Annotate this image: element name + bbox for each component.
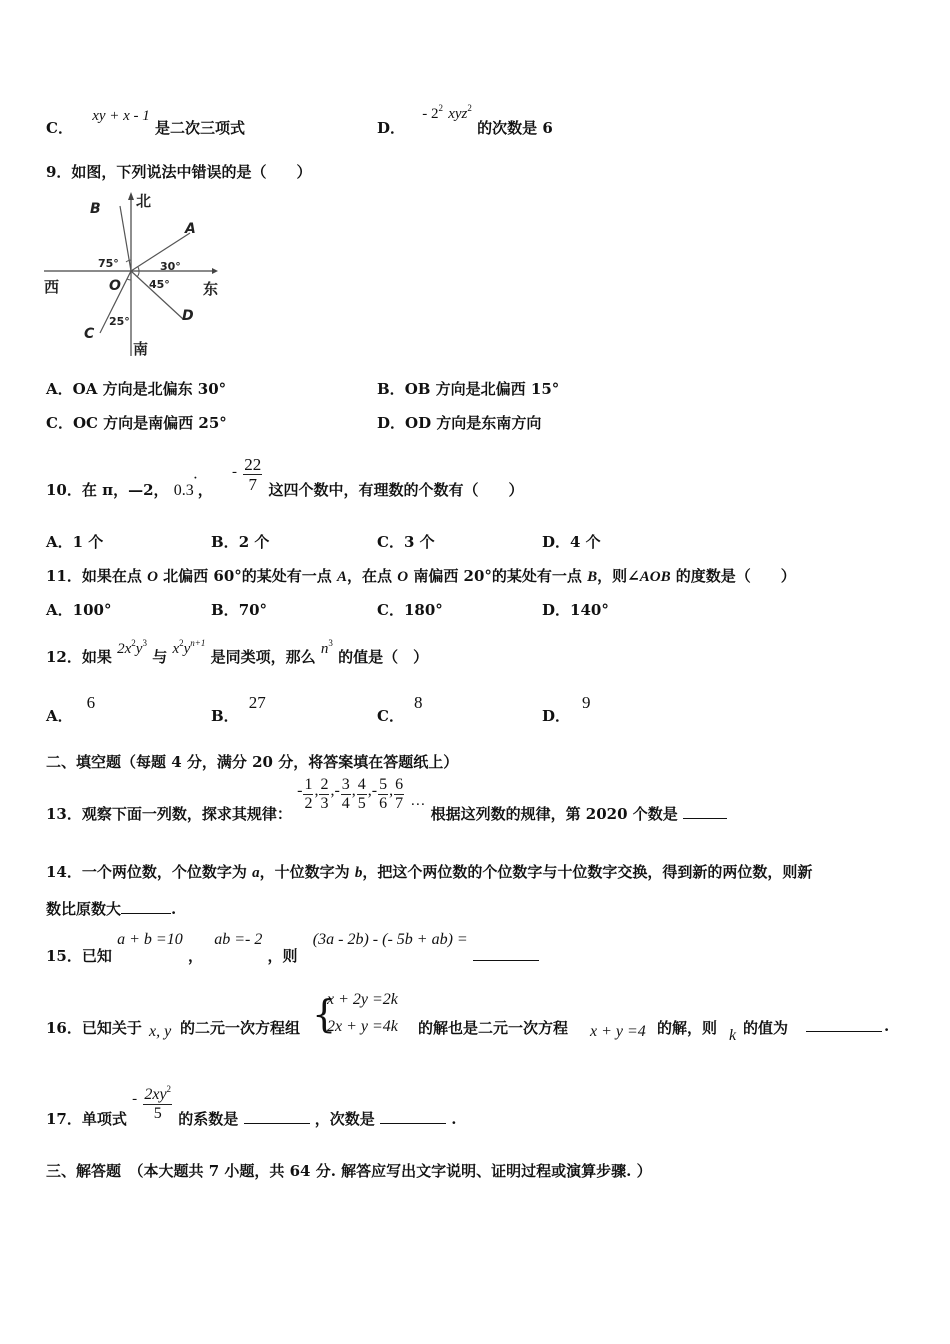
q12-option-d: D．9	[542, 693, 591, 725]
math-expression: - $2^2$ xyz$^2$	[422, 103, 472, 122]
q17-coefficient-blank[interactable]	[244, 1111, 310, 1124]
sequence-sign: -	[297, 781, 303, 799]
q10-option-c: C．3 个	[377, 533, 435, 551]
sequence-sign: ,-	[367, 781, 378, 799]
q12-option-c: C．8	[377, 693, 423, 725]
angle-label-75: 75°	[98, 257, 119, 270]
angle-label-25: 25°	[109, 315, 130, 328]
q11-stem: 11．如果在点 O 北偏西 60°的某处有一点 A，在点 O 南偏西 20°的某处有一点 B，则∠AOB 的度数是（ ）	[46, 567, 796, 585]
compass-figure	[42, 188, 222, 360]
q15-answer-blank[interactable]	[473, 948, 539, 961]
sequence-sign: ,	[314, 781, 319, 799]
q16-stem: 16．已知关于 x, y 的二元一次方程组 { x + 2y =2k 2x + y =4k 的解也是二元一次方程 x + y =4 的解，则 k 的值为 .	[46, 991, 890, 1044]
sequence-fraction: $\frac{2}{3}$	[320, 776, 329, 812]
q9-option-d: D．OD 方向是东南方向	[377, 414, 542, 432]
sequence	[297, 777, 405, 812]
term-1: $2x^2y^3$	[117, 638, 147, 657]
q15-stem: 15．已知 a + b =10 ， ab =- 2 ，则 (3a - 2b) - (- 5b + ab) =	[46, 928, 539, 968]
ray-ob	[120, 206, 131, 271]
angle-arc	[126, 260, 131, 262]
section-2-heading: 二、填空题（每题 4 分，满分 20 分，将答案填在答题纸上）	[46, 753, 459, 771]
q9-option-b: B．OB 方向是北偏西 15°	[377, 380, 560, 398]
q17-stem: 17．单项式 - $\frac{2xy^2}{5}$ 的系数是 ，次数是 .	[46, 1084, 457, 1128]
option-label: C．	[46, 119, 73, 137]
label-north: 北	[136, 192, 152, 210]
q10-option-a: A．1 个	[46, 533, 104, 551]
angle-arc	[137, 271, 139, 277]
math-expression: xy + x - 1	[92, 108, 150, 124]
option-label: D．	[377, 119, 406, 137]
q13-stem: 13．观察下面一列数，探求其规律： - $\frac{1}{2}$ , $\frac{2}{3}$ ,- $\frac{3}{4}$ , $\frac{4}{5}$ ,- $\frac{5}{6}$ , $\frac{6}{7}$ … 根据这列数的规律，第 2020 个数是	[46, 777, 727, 823]
east-arrow	[212, 268, 218, 274]
angle-label-45: 45°	[149, 278, 170, 291]
q13-answer-blank[interactable]	[683, 806, 727, 819]
q17-degree-blank[interactable]	[380, 1111, 446, 1124]
sequence-fraction: $\frac{5}{6}$	[379, 776, 388, 812]
q11-option-a: A．100°	[46, 601, 112, 619]
q14-line-2: 数比原数大 .	[46, 900, 177, 918]
fraction-22-7: $\frac{22}{7}$	[244, 455, 262, 494]
q16-answer-blank[interactable]	[806, 1019, 882, 1032]
label-west: 西	[44, 278, 60, 296]
label-east: 东	[203, 280, 219, 298]
q10-option-d: D．4 个	[542, 533, 601, 551]
q14-answer-blank[interactable]	[121, 901, 171, 914]
sequence-sign: ,	[351, 781, 356, 799]
north-arrow	[128, 192, 134, 200]
q11-option-d: D．140°	[542, 601, 609, 619]
q14-line-1: 14．一个两位数，个位数字为 a，十位数字为 b，把这个两位数的个位数字与十位数字交换，得到新的两位数，则新	[46, 863, 813, 881]
q12-stem: 12．如果 $2x^2y^3$ 与 $x^2y^{n+1}$ 是同类项，那么 $n^3$ 的值是（ ）	[46, 638, 429, 666]
label-b: B	[90, 201, 101, 217]
q9-option-c: C．OC 方向是南偏西 25°	[46, 414, 227, 432]
q11-option-c: C．180°	[377, 601, 443, 619]
fraction-2xy2-5: $\frac{2xy^2}{5}$	[144, 1084, 172, 1122]
q10-stem: 10．在 π，—2， 0.3 · ， - $\frac{22}{7}$ 这四个数中，有理数的个数有（ ）	[46, 455, 524, 499]
q9-stem: 9．如图，下列说法中错误的是（ ）	[46, 163, 312, 181]
sequence-fraction: $\frac{6}{7}$	[395, 776, 404, 812]
sequence-fraction: $\frac{3}{4}$	[341, 776, 350, 812]
q12-option-b: B．27	[211, 693, 266, 725]
system-brace: {	[312, 992, 337, 1036]
angle-arc	[138, 267, 139, 271]
angle-label-30: 30°	[160, 260, 181, 273]
option-text: 是二次三项式	[155, 119, 246, 137]
option-text: 的次数是 6	[477, 119, 553, 137]
q12-option-a: A．6	[46, 693, 96, 725]
section-3-heading: 三、解答题 （本大题共 7 小题，共 64 分. 解答应写出文字说明、证明过程或演算步骤. ）	[46, 1162, 652, 1180]
q10-option-b: B．2 个	[211, 533, 270, 551]
term-2: $x^2y^{n+1}$	[172, 638, 206, 657]
sequence-fraction: $\frac{1}{2}$	[304, 776, 313, 812]
n-cubed: $n^3$	[320, 638, 333, 657]
repeating-decimal: 0.3 ·	[173, 469, 199, 499]
sequence-fraction: $\frac{4}{5}$	[357, 776, 366, 812]
label-o: O	[109, 278, 121, 294]
label-a: A	[185, 221, 196, 237]
angle-arc	[127, 279, 131, 280]
label-c: C	[84, 326, 95, 342]
sequence-sign: ,	[389, 781, 394, 799]
q11-option-b: B．70°	[211, 601, 268, 619]
label-d: D	[182, 308, 194, 324]
sequence-sign: ,-	[330, 781, 340, 799]
q8-option-d	[377, 103, 553, 137]
q8-option-c	[46, 108, 246, 137]
q9-option-a: A．OA 方向是北偏东 30°	[46, 380, 227, 398]
label-south: 南	[133, 340, 149, 358]
